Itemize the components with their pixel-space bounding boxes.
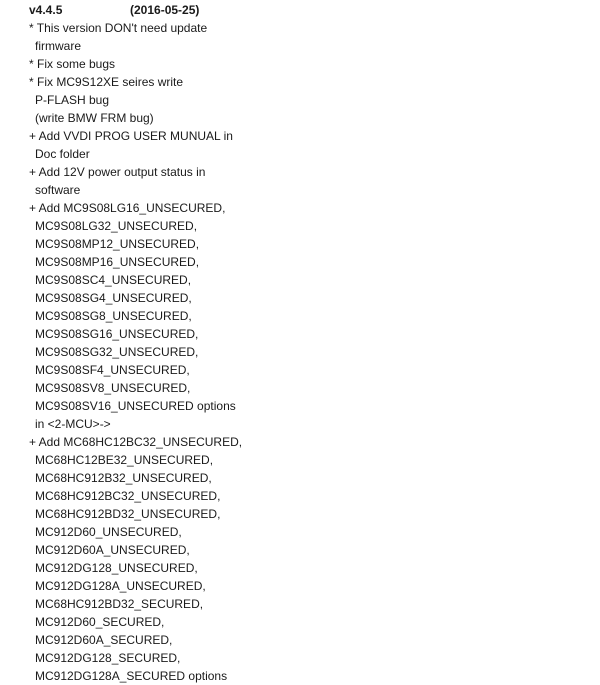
changelog-entry-line: + Add MC68HC12BC32_UNSECURED, (29, 435, 243, 449)
changelog-entry-line: * This version DON't need update (29, 21, 208, 35)
changelog-continuation-line: MC68HC12BE32_UNSECURED, (35, 453, 214, 467)
changelog-continuation-line: firmware (35, 39, 82, 53)
changelog-continuation-line: MC9S08SF4_UNSECURED, (35, 363, 190, 377)
changelog-entry-line: * Fix MC9S12XE seires write (29, 75, 184, 89)
changelog-continuation-line: MC68HC912BC32_UNSECURED, (35, 489, 221, 503)
changelog-continuation-line: MC912D60A_SECURED, (35, 633, 173, 647)
changelog-continuation-line: in <2-MCU>-> (35, 417, 111, 431)
changelog-continuation-line: MC912DG128A_UNSECURED, (35, 579, 206, 593)
changelog-continuation-line: software (35, 183, 81, 197)
changelog-continuation-line: MC9S08SG32_UNSECURED, (35, 345, 199, 359)
changelog-continuation-line: (write BMW FRM bug) (35, 111, 154, 125)
changelog-continuation-line: MC9S08SG8_UNSECURED, (35, 309, 192, 323)
changelog-lines (29, 19, 242, 685)
changelog-continuation-line: MC912D60_UNSECURED, (35, 525, 182, 539)
release-date: (2016-05-25) (130, 3, 200, 17)
changelog-continuation-line: MC68HC912BD32_SECURED, (35, 597, 204, 611)
changelog-continuation-line: MC9S08LG32_UNSECURED, (35, 219, 198, 233)
changelog-entry-line: + Add VVDI PROG USER MUNUAL in (29, 129, 233, 143)
changelog-continuation-line: MC68HC912B32_UNSECURED, (35, 471, 212, 485)
changelog-entry-line: + Add 12V power output status in (29, 165, 206, 179)
changelog-continuation-line: MC9S08SG16_UNSECURED, (35, 327, 199, 341)
changelog-continuation-line: P-FLASH bug (35, 93, 110, 107)
changelog-continuation-line: MC912D60_SECURED, (35, 615, 165, 629)
changelog-continuation-line: MC9S08SV8_UNSECURED, (35, 381, 191, 395)
changelog-continuation-line: MC912DG128_UNSECURED, (35, 561, 198, 575)
changelog-continuation-line: MC9S08SC4_UNSECURED, (35, 273, 192, 287)
changelog-continuation-line: MC912D60A_UNSECURED, (35, 543, 190, 557)
changelog-entry-line: + Add MC9S08LG16_UNSECURED, (29, 201, 226, 215)
changelog-continuation-line: MC912DG128_SECURED, (35, 651, 181, 665)
changelog-continuation-line: MC9S08SV16_UNSECURED options (35, 399, 236, 413)
changelog-continuation-line: MC68HC912BD32_UNSECURED, (35, 507, 221, 521)
changelog-entry-line: * Fix some bugs (29, 57, 116, 71)
version-number: v4.4.5 (29, 3, 63, 17)
changelog-continuation-line: MC9S08SG4_UNSECURED, (35, 291, 192, 305)
changelog-continuation-line: MC912DG128A_SECURED options (35, 669, 228, 683)
changelog-continuation-line: MC9S08MP12_UNSECURED, (35, 237, 200, 251)
changelog-continuation-line: MC9S08MP16_UNSECURED, (35, 255, 200, 269)
changelog-continuation-line: Doc folder (35, 147, 90, 161)
